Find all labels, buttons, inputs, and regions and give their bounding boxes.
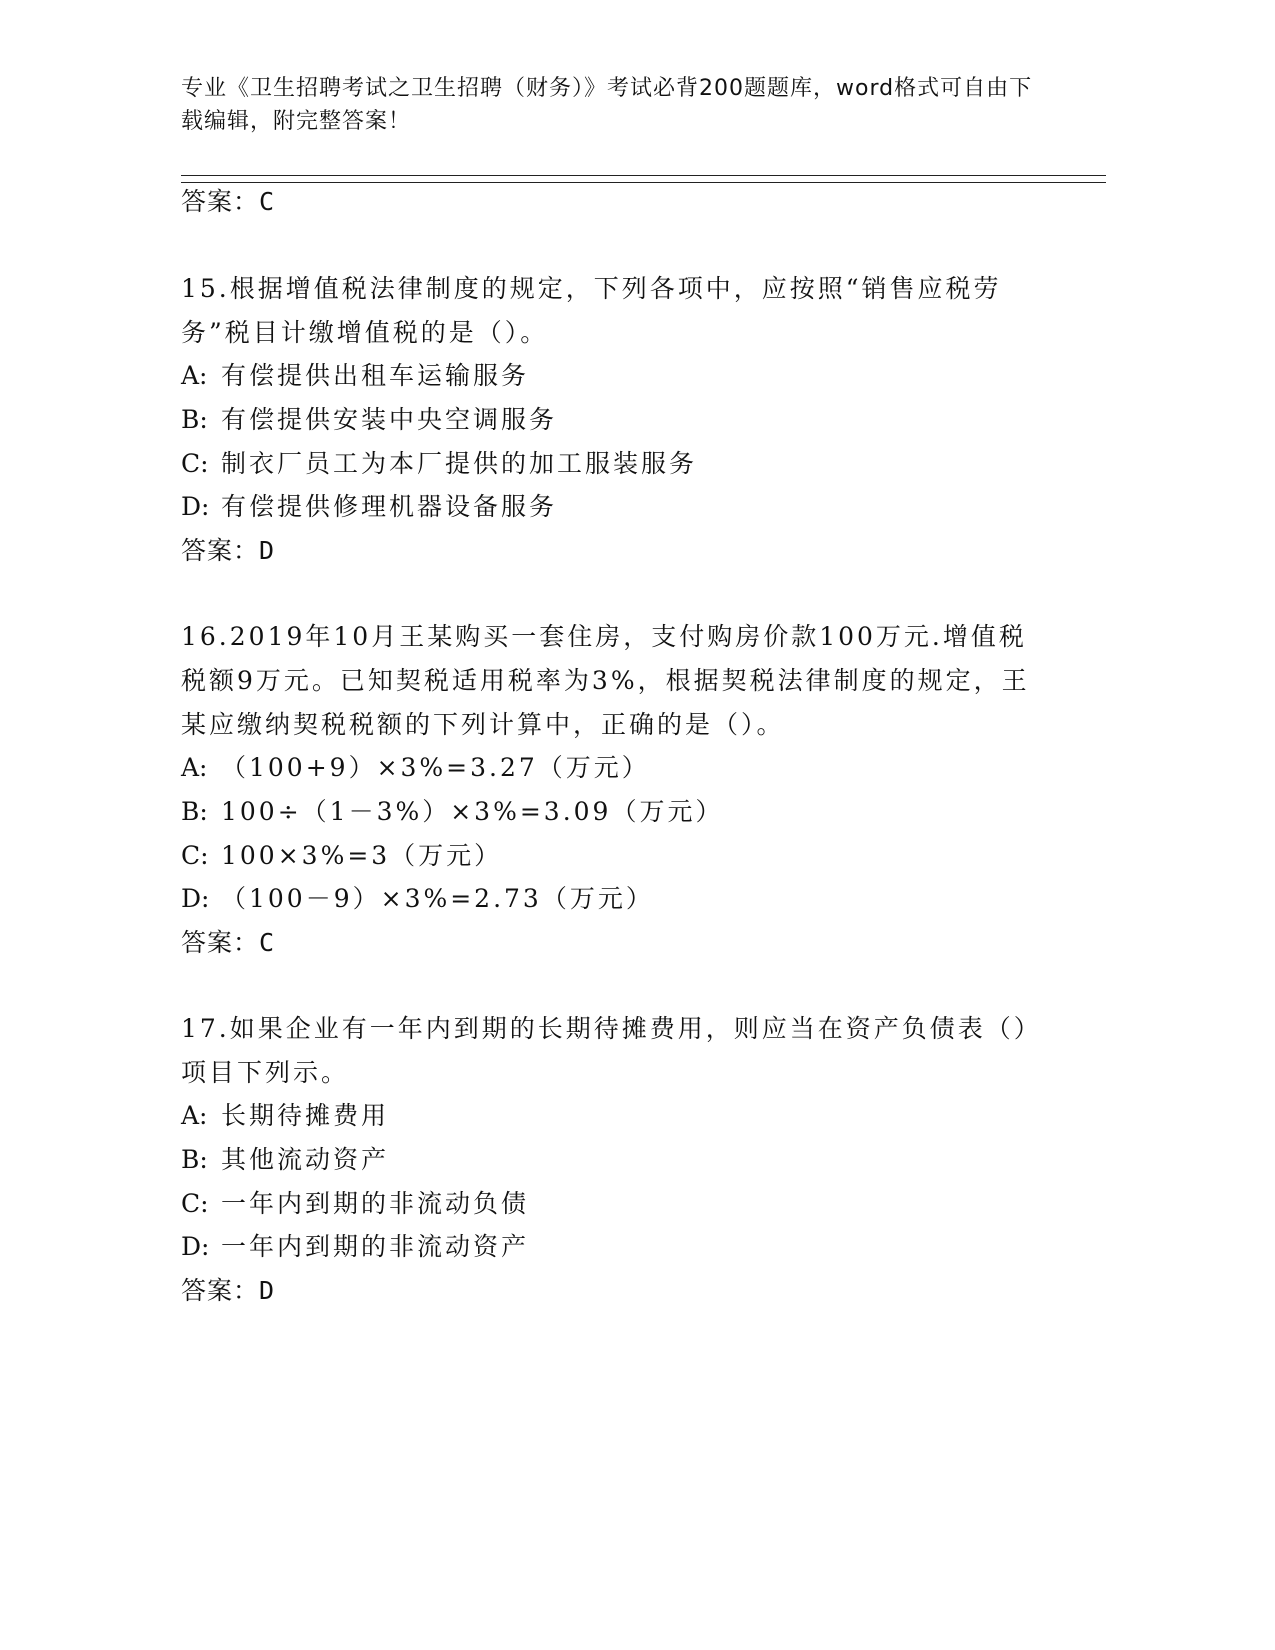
option-b xyxy=(181,1145,389,1175)
option-letter: B: xyxy=(181,405,208,434)
option-d xyxy=(181,1232,529,1262)
option-text: 100÷（1－3%）×3%=3.09（万元） xyxy=(221,797,724,826)
question-answer xyxy=(181,1276,275,1306)
answer-value: D xyxy=(259,1276,276,1305)
option-d xyxy=(181,492,557,522)
question-stem: 15.根据增值税法律制度的规定，下列各项中，应按照“销售应税劳务”税目计缴增值税的是（）。 xyxy=(181,274,1002,347)
option-c xyxy=(181,449,697,479)
answer-label: 答案： xyxy=(181,928,260,957)
answer-label: 答案： xyxy=(181,1276,260,1305)
option-letter: A: xyxy=(181,1101,208,1130)
option-text: 有偿提供修理机器设备服务 xyxy=(221,492,558,521)
option-b xyxy=(181,797,723,827)
option-letter: A: xyxy=(181,753,208,782)
option-text: 有偿提供安装中央空调服务 xyxy=(221,405,558,434)
option-text: 制衣厂员工为本厂提供的加工服装服务 xyxy=(221,449,698,478)
option-c xyxy=(181,1189,529,1219)
option-letter: B: xyxy=(181,1145,208,1174)
option-letter: C: xyxy=(181,841,209,870)
option-letter: D: xyxy=(181,492,210,521)
option-text: 长期待摊费用 xyxy=(221,1101,390,1130)
option-text: 有偿提供出租车运输服务 xyxy=(221,361,530,390)
option-text: 100×3%=3（万元） xyxy=(221,841,503,870)
option-letter: C: xyxy=(181,449,209,478)
option-letter: B: xyxy=(181,797,208,826)
option-text: 其他流动资产 xyxy=(221,1145,390,1174)
answer-value: D xyxy=(259,536,276,565)
option-letter: D: xyxy=(181,884,210,913)
option-a xyxy=(181,1101,389,1131)
question-stem: 16.2019年10月王某购买一套住房，支付购房价款100万元.增值税税额9万元。已知契税适用税率为3%，根据契税法律制度的规定，王某应缴纳契税税额的下列计算中，正确的是（）。 xyxy=(181,622,1030,739)
answer-value: C xyxy=(259,187,276,216)
option-d xyxy=(181,884,654,914)
option-letter: D: xyxy=(181,1232,210,1261)
question-stem: 17.如果企业有一年内到期的长期待摊费用，则应当在资产负债表（）项目下列示。 xyxy=(181,1014,1030,1087)
option-a xyxy=(181,753,650,783)
question-answer xyxy=(181,536,275,566)
previous-answer xyxy=(181,187,275,217)
option-letter: C: xyxy=(181,1189,209,1218)
option-text: （100－9）×3%=2.73（万元） xyxy=(221,884,654,913)
answer-value: C xyxy=(259,928,276,957)
option-a xyxy=(181,361,529,391)
option-text: （100+9）×3%=3.27（万元） xyxy=(221,753,650,782)
option-b xyxy=(181,405,557,435)
option-text: 一年内到期的非流动负债 xyxy=(221,1189,530,1218)
option-letter: A: xyxy=(181,361,208,390)
option-c xyxy=(181,841,502,871)
option-text: 一年内到期的非流动资产 xyxy=(221,1232,530,1261)
document-header: 专业《卫生招聘考试之卫生招聘（财务）》考试必背200题题库，word格式可自由下载编辑，附完整答案！ xyxy=(181,76,1033,134)
answer-label: 答案： xyxy=(181,536,260,565)
header-divider xyxy=(181,175,1106,183)
question-answer xyxy=(181,928,275,958)
answer-label: 答案： xyxy=(181,187,260,216)
